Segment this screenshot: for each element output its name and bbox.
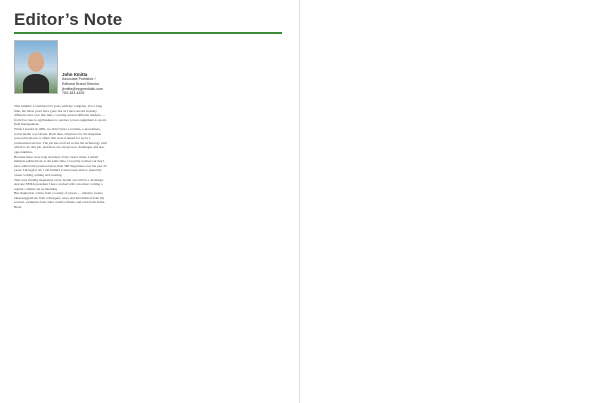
body-paragraph: When I started in 1999, we didn’t have a website, e-newsletters, social media or podcasts. Back then, all photos for the magazine were print photos or slides that were scanned for us by a professional service. The job has evolved as has the technology with which to do that job, and there are always new challenges and new opportunities. xyxy=(14,126,107,154)
author-title-line2: Editorial Brand Director xyxy=(62,81,100,86)
body-paragraph: This summer I celebrated 25 years with my company. It is a long time, but those years have gone fast as I have served in many different roles over that time, covering several different markets — from live cues to agribusiness to outdoor power equipment to sports field management. xyxy=(14,104,107,127)
body-paragraph: That said, finding inspiration every month can still be a challenge. Anyone SFMA president I have worked with can attest: writing a regular column can be daunting. xyxy=(14,177,104,191)
author-name: John Kmitta xyxy=(62,72,88,77)
body-paragraph: Because there were long stretches of my career where I edited multiple publications at the same time, I recently worked out that I have edited and produced more than 580 magazines over the past 25 years. Through it all, I am thrilled to have been able to spend my career writing, editing and creating. xyxy=(14,154,107,177)
editor-body-col1 xyxy=(14,104,107,386)
header-rule xyxy=(14,32,282,34)
editors-note-title: Editor’s Note xyxy=(14,10,123,29)
author-photo-john-kmitta xyxy=(14,40,58,94)
author-title-line1: Associate Publisher / xyxy=(62,77,96,81)
author-signature-block xyxy=(62,72,110,102)
body-paragraph: But inspiration comes from a variety of places — industry events, ideas/suggestions from colleagues, news and information from my sources, examples from other creative minds, and even from home. Heck, xyxy=(14,191,106,210)
author-phone: 763-383-4405 xyxy=(62,91,85,96)
author-email[interactable]: jkmitta@epgmediallc.com xyxy=(62,86,103,91)
